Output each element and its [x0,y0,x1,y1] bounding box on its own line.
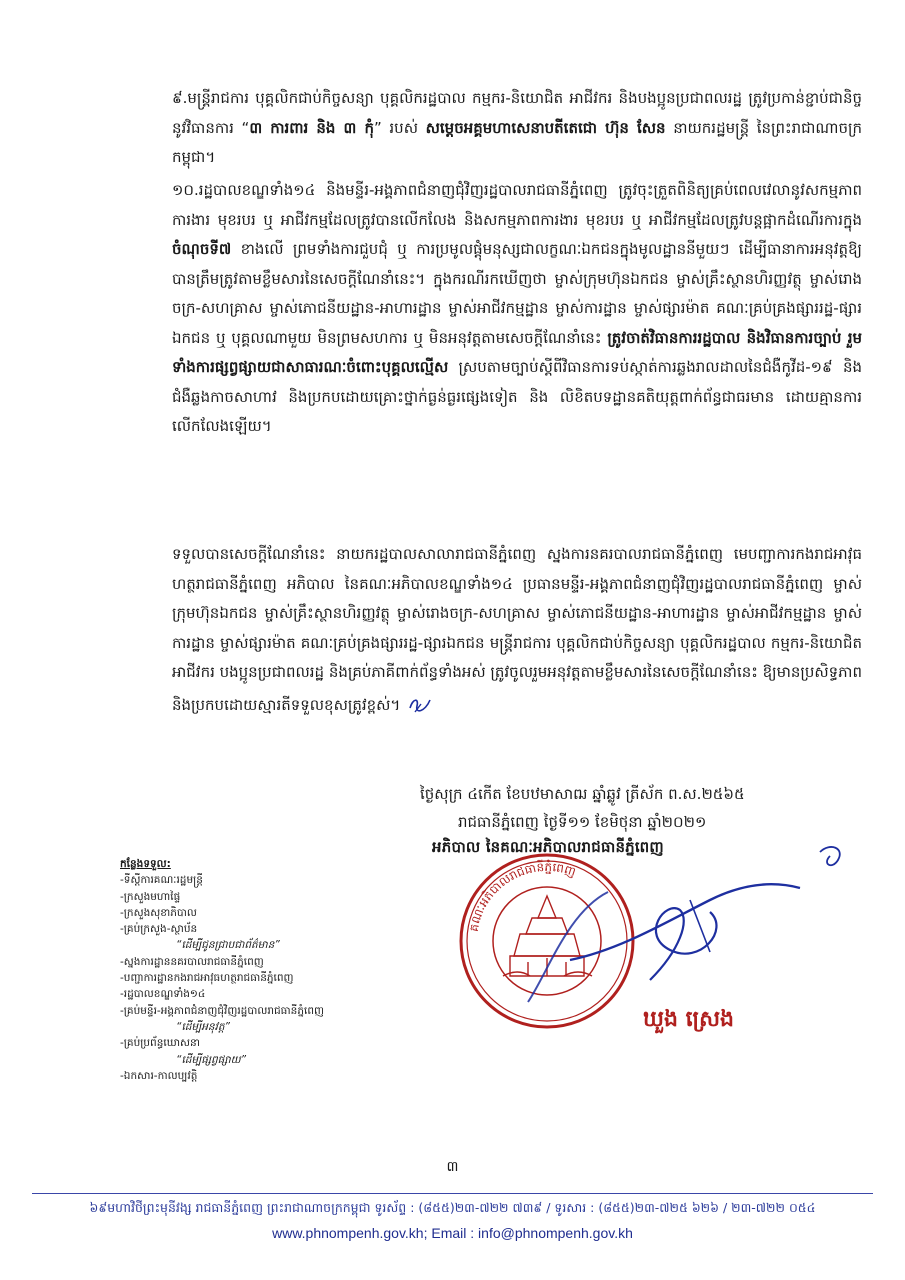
recipient-item: -ឯកសារ-កាលប្បវត្តិ [120,1069,198,1082]
signatory-office-title: អភិបាល នៃគណៈអភិបាលរាជធានីភ្នំពេញ [432,838,664,856]
recipient-item: -គ្រប់ក្រសួង-ស្ថាប័ន [120,923,198,936]
emphasized-text: ៣ ការពារ និង ៣ កុំ [249,118,374,137]
recipient-item: -ក្រសួងមហាផ្ទៃ [120,890,181,903]
recipient-item: -ក្រសួងសុខាភិបាល [120,906,197,919]
recipient-item: -គ្រប់មន្ទីរ-អង្គភាពជំនាញជុំវិញរដ្ឋបាលរាជធានីភ្នំពេញ [120,1004,324,1017]
emphasized-text: ត្រូវចាត់វិធានការរដ្ឋបាល និងវិធានការច្បាប់ រួមទាំងការផ្សព្វផ្សាយជាសាធារណៈចំពោះបុគ្គលល្មើស [172,328,862,376]
page-number: ៣ [446,1159,459,1175]
body-text: រដ្ឋបាលខណ្ឌទាំង១៤ និងមន្ទីរ-អង្គភាពជំនាញជុំវិញរដ្ឋបាលរាជធានីភ្នំពេញ ត្រូវចុះត្រួតពិនិត្យគ្រប់ពេលវេលានូវសកម្មភាពការងារ មុខរបរ ឬ អាជីវកម្មដែលត្រូវបានលើកលែង និងសកម្មភាពការងារ មុខរបរ ឬ អាជីវកម្មដែលត្រូវបន្តផ្អាកដំណើរការក្នុង [172,181,862,229]
recipient-item: -ស្នងការដ្ឋាននគរបាលរាជធានីភ្នំពេញ [120,955,264,968]
date-lunar: ថ្ងៃសុក្រ ៤កើត ខែបឋមាសាឍ ឆ្នាំឆ្លូវ ត្រីស័ក ព.ស.២៥៦៥ [420,785,745,803]
date-solar: រាជធានីភ្នំពេញ ថ្ងៃទី១១ ខែមិថុនា ឆ្នាំ២០២១ [458,813,707,831]
body-text: មន្ត្រីរាជការ បុគ្គលិកជាប់កិច្ចសន្យា បុគ្គលិករដ្ឋបាល កម្មករ-និយោជិត អាជីវករ និងបងប្អូនប្រជាពលរដ្ឋ ត្រូវប្រកាន់ខ្ជាប់ជានិច្ចនូវវិធានការ “ [172,89,862,137]
signer-name: ឃួង ស្រេង [643,1007,735,1032]
closing-paragraph [172,540,862,720]
initials-mark-icon [407,694,433,716]
body-text: នាយករដ្ឋមន្ត្រី នៃព្រះរាជាណាចក្រកម្ពុជា។ [172,118,862,166]
body-text: ខាងលើ ព្រមទាំងការជួបជុំ ឬ ការប្រមូលផ្តុំមនុស្សជាលក្ខណៈឯកជនក្នុងមូលដ្ឋាននីមួយៗ ដើម្បីធានាការអនុវត្តឱ្យបានត្រឹមត្រូវតាមខ្លឹមសារនៃសេចក្តីណែនាំនេះ។ ក្នុងករណីរកឃើញថា ម្ចាស់ក្រុមហ៊ុនឯកជន ម្ចាស់គ្រឹះស្ថានហិរញ្ញវត្ថុ ម្ចាស់រោងចក្រ-សហគ្រាស ម្ចាស់ភោជនីយដ្ឋាន-អាហារដ្ឋាន ម្ចាស់អាជីវកម្មដ្ឋាន ម្ចាស់ការដ្ឋាន ម្ចាស់ផ្សារម៉ាត គណៈគ្រប់គ្រងផ្សាររដ្ឋ-ផ្សារឯកជន ឬ បុគ្គលណាមួយ មិនព្រមសហការ ឬ មិនអនុវត្តតាមសេចក្តីណែនាំនេះ [172,240,862,347]
list-item-number: ៩. [172,89,188,107]
list-item-10 [172,176,862,442]
footer-address: ៦៩មហាវិថីព្រះមុនីវង្ស រាជធានីភ្នំពេញ ព្រះរាជាណាចក្រកម្ពុជា ទូរស័ព្ទ : (៨៥៥)២៣-៧២២ ៧៣៩ / ទូរសារ : (៨៥៥)២៣-៧២៥ ៦២៦ / ២៣-៧២២ ០៥៤ [89,1200,816,1215]
emphasized-text: សម្តេចអគ្គមហាសេនាបតីតេជោ ហ៊ុន សែន [425,118,666,137]
recipient-purpose: “ដើម្បីជូនជ្រាបជាព័ត៌មាន” [176,939,280,952]
emphasized-text: ចំណុចទី៧ [172,240,232,258]
recipients-list [120,856,420,1084]
recipient-purpose: “ដើម្បីផ្សព្វផ្សាយ” [176,1053,247,1066]
signature-icon [560,840,880,1000]
recipient-item: -គ្រប់ប្រព័ន្ធឃោសនា [120,1037,201,1050]
seal-text: គណៈអភិបាលរាជធានីភ្នំពេញ [466,859,578,933]
list-item-9 [172,84,862,173]
closing-paragraph-text: ទទួលបានសេចក្តីណែនាំនេះ នាយករដ្ឋបាលសាលារាជធានីភ្នំពេញ ស្នងការនគរបាលរាជធានីភ្នំពេញ មេបញ្ជាការកងរាជអាវុធហត្ថរាជធានីភ្នំពេញ អភិបាល នៃគណៈអភិបាលខណ្ឌទាំង១៤ ប្រធានមន្ទីរ-អង្គភាពជំនាញជុំវិញរដ្ឋបាលរាជធានីភ្នំពេញ ម្ចាស់ក្រុមហ៊ុនឯកជន ម្ចាស់គ្រឹះស្ថានហិរញ្ញវត្ថុ ម្ចាស់រោងចក្រ-សហគ្រាស ម្ចាស់ភោជនីយដ្ឋាន-អាហារដ្ឋាន ម្ចាស់អាជីវកម្មដ្ឋាន ម្ចាស់ការដ្ឋាន ម្ចាស់ផ្សារម៉ាត គណៈគ្រប់គ្រងផ្សាររដ្ឋ-ផ្សារឯកជន មន្ត្រីរាជការ បុគ្គលិកជាប់កិច្ចសន្យា បុគ្គលិករដ្ឋបាល កម្មករ-និយោជិត អាជីវករ បងប្អូនប្រជាពលរដ្ឋ និងគ្រប់ភាគីពាក់ព័ន្ធទាំងអស់ ត្រូវចូលរួមអនុវត្តតាមខ្លឹមសារនៃសេចក្តីណែនាំនេះ ឱ្យមានប្រសិទ្ធភាព និងប្រកបដោយស្មារតីទទួលខុសត្រូវខ្ពស់។ [172,545,862,714]
recipient-item: -បញ្ជាការដ្ឋានកងរាជអាវុធហត្ថរាជធានីភ្នំពេញ [120,972,294,985]
footer-divider [32,1193,873,1194]
list-item-number: ១០. [172,181,199,199]
recipient-purpose: “ដើម្បីអនុវត្ត” [176,1020,230,1033]
recipient-item: -រដ្ឋបាលខណ្ឌទាំង១៤ [120,988,206,1001]
recipients-heading: កន្លែងទទួល: [120,858,171,870]
recipient-item: -ទីស្តីការគណៈរដ្ឋមន្ត្រី [120,874,203,887]
footer-website-email: www.phnompenh.gov.kh; Email : info@phnompenh.gov.kh [272,1225,633,1241]
body-text: ស្របតាមច្បាប់ស្តីពីវិធានការទប់ស្កាត់ការឆ្លងរាលដាលនៃជំងឺកូវីដ-១៩ និងជំងឺឆ្លងកាចសាហាវ និងប្រកបដោយគ្រោះថ្នាក់ធ្ងន់ធ្ងរផ្សេងទៀត និង លិខិតបទដ្ឋានគតិយុត្តពាក់ព័ន្ធជាធរមាន ដោយគ្មានការលើកលែងឡើយ។ [172,358,862,435]
body-text: ” របស់ [374,118,426,137]
